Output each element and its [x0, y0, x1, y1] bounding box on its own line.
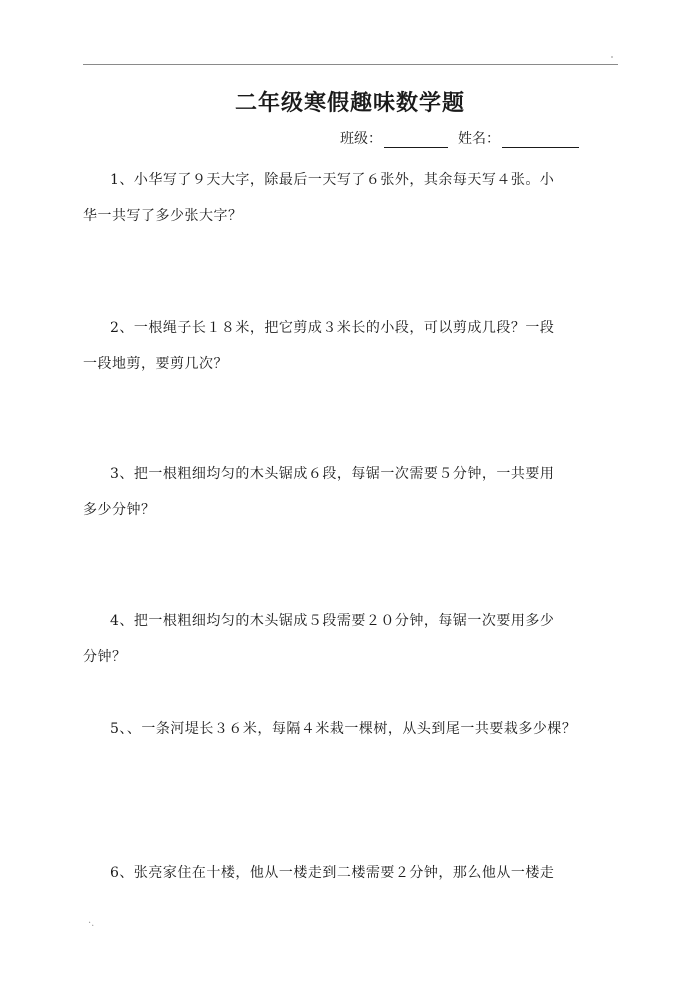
header-rule [83, 64, 618, 65]
question-text: 3、把一根粗细均匀的木头锯成６段，每锯一次需要５分钟，一共要用 [110, 466, 555, 482]
question-text-cont: 华一共写了多少张大字？ [83, 208, 243, 224]
question-3 [83, 456, 618, 528]
question-text-cont: 一段地剪，要剪几次？ [83, 356, 228, 372]
question-text: 4、把一根粗细均匀的木头锯成５段需要２０分钟，每锯一次要用多少 [110, 613, 555, 629]
question-6 [83, 855, 618, 891]
question-text-cont: 分钟？ [83, 649, 127, 665]
student-info [340, 128, 579, 148]
question-text: 2、一根绳子长１８米，把它剪成３米长的小段，可以剪成几段？一段 [110, 320, 555, 336]
name-label: 姓名： [458, 131, 500, 147]
question-text: 1、小华写了９天大字，除最后一天写了６张外，其余每天写４张。小 [110, 172, 555, 188]
question-text: 5、、一条河堤长３６米，每隔４米栽一棵树，从头到尾一共要栽多少棵？ [110, 721, 577, 737]
question-text: 6、张亮家住在十楼，他从一楼走到二楼需要２分钟，那么他从一楼走 [110, 865, 555, 881]
question-2 [83, 310, 618, 382]
question-text-cont: 多少分钟？ [83, 502, 156, 518]
class-blank-field[interactable] [384, 133, 448, 148]
footer-mark: ·. [88, 918, 95, 929]
question-4 [83, 603, 618, 675]
question-5 [83, 711, 618, 747]
class-label: 班级： [340, 131, 382, 147]
page-title: 二年级寒假趣味数学题 [234, 90, 465, 116]
corner-mark [611, 56, 613, 58]
question-1 [83, 162, 618, 234]
name-blank-field[interactable] [502, 133, 579, 148]
